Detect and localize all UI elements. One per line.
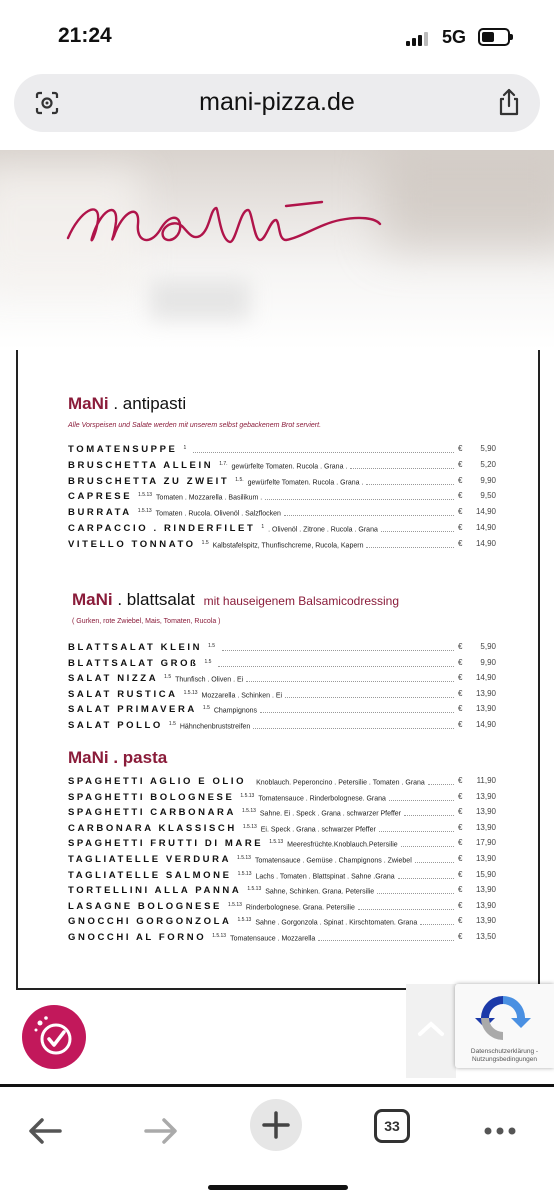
- menu-item-allergens: 1.5: [164, 674, 172, 681]
- leader-dots: [366, 484, 454, 485]
- leader-dots: [366, 547, 454, 548]
- menu-item-name: BLATTSALAT KLEIN: [68, 642, 203, 653]
- menu-item-row: [68, 658, 496, 672]
- leader-dots: [358, 909, 454, 910]
- brand-label: MaNi: [72, 590, 113, 609]
- currency-symbol: €: [458, 459, 463, 469]
- leader-dots: [265, 499, 454, 500]
- menu-item-price: 5,20: [480, 459, 496, 469]
- menu-item-row: [68, 870, 496, 884]
- currency-symbol: €: [458, 807, 463, 817]
- menu-item-price: 13,90: [475, 854, 496, 863]
- url-text[interactable]: mani-pizza.de: [199, 88, 355, 116]
- menu-item-description: Hähnchenbruststreifen: [179, 723, 251, 731]
- menu-item-price: 9,90: [480, 475, 496, 485]
- menu-item-name: GNOCCHI GORGONZOLA: [68, 916, 232, 928]
- home-indicator: [208, 1185, 348, 1190]
- status-time: 21:24: [58, 24, 112, 47]
- leader-dots: [350, 468, 454, 469]
- menu-item-price: 17,90: [475, 838, 496, 848]
- menu-item-allergens: 1.5.13: [237, 855, 251, 861]
- menu-item-description-group: [243, 824, 376, 833]
- menu-item-name: TORTELLINI ALLA PANNA: [68, 885, 242, 897]
- menu-item-price: 14,90: [475, 538, 496, 548]
- leader-dots: [415, 862, 454, 863]
- leader-dots: [401, 846, 454, 847]
- currency-symbol: €: [458, 838, 463, 848]
- menu-item-row: [68, 776, 496, 790]
- currency-symbol: €: [458, 475, 463, 485]
- menu-item-allergens: 1.7.: [219, 460, 228, 467]
- currency-symbol: €: [458, 900, 463, 910]
- menu-item-allergens: 1.5.13: [237, 917, 252, 924]
- menu-item-allergens: 1: [183, 445, 187, 451]
- menu-item-row: [68, 642, 496, 656]
- menu-item-price: 13,90: [475, 916, 496, 926]
- leader-dots: [284, 515, 454, 516]
- leader-dots: [260, 712, 454, 713]
- menu-item-allergens: 1.5.: [235, 476, 244, 483]
- currency-symbol: €: [458, 657, 463, 667]
- menu-item-description: gewürfelte Tomaten. Rucola . Grana .: [247, 478, 364, 486]
- menu-item-price: 5,90: [480, 642, 496, 651]
- currency-symbol: €: [458, 720, 463, 729]
- leader-dots: [428, 784, 454, 785]
- menu-item-description-group: [237, 917, 417, 926]
- menu-item-price: 9,90: [480, 657, 496, 667]
- menu-item-description: Tomaten . Rucola. Olivenöl . Salzflocken: [155, 510, 281, 518]
- leader-dots: [218, 666, 454, 667]
- menu-item-row: [68, 444, 496, 458]
- menu-item-description-group: [202, 540, 364, 549]
- menu-item-name: TOMATENSUPPE: [68, 444, 178, 455]
- menu-item-name: SPAGHETTI AGLIO E OLIO: [68, 776, 247, 787]
- menu-item-allergens: 1.5.13: [242, 823, 257, 830]
- leader-dots: [398, 878, 454, 879]
- recaptcha-badge[interactable]: [455, 984, 554, 1068]
- menu-item-description: Sahne, Schinken. Grana. Petersilie: [265, 888, 375, 896]
- chevron-up-icon: [406, 984, 456, 1078]
- header-banner: [0, 150, 554, 350]
- menu-item-price: 14,90: [475, 523, 496, 532]
- menu-item-price: 13,90: [475, 791, 496, 801]
- status-bar: [0, 0, 554, 70]
- currency-symbol: €: [458, 932, 463, 941]
- menu-item-name: CAPRESE: [68, 491, 133, 503]
- menu-item-price: 13,90: [475, 822, 496, 832]
- currency-symbol: €: [458, 538, 463, 548]
- menu-item-allergens: 1.5.13: [237, 870, 252, 877]
- menu-item-allergens: 1.5: [201, 539, 209, 546]
- currency-symbol: €: [458, 916, 463, 926]
- accessibility-badge-button[interactable]: [22, 1005, 86, 1069]
- menu-item-row: [68, 491, 496, 505]
- scroll-top-button[interactable]: [406, 984, 456, 1078]
- menu-item-description: Sahne. Ei . Speck . Grana . schwarzer Pfeffer: [259, 810, 401, 818]
- menu-item-price: 15,90: [475, 869, 496, 879]
- currency-symbol: €: [458, 885, 463, 895]
- leader-dots: [379, 831, 454, 832]
- battery-icon: [478, 28, 510, 46]
- menu-item-name: SALAT POLLO: [68, 720, 163, 731]
- leader-dots: [377, 893, 454, 894]
- menu-item-allergens: 1.5.13: [269, 839, 284, 846]
- menu-item-description: Champignons: [213, 707, 258, 715]
- network-label: 5G: [442, 27, 467, 47]
- menu-item-name: SALAT NIZZA: [68, 673, 159, 685]
- menu-item-description: Tomatensauce . Mozzarella: [230, 935, 316, 943]
- leader-dots: [389, 800, 454, 801]
- currency-symbol: €: [458, 444, 463, 453]
- menu-item-description: Rinderbolognese. Grana. Petersilie: [245, 904, 355, 912]
- menu-item-row: [68, 854, 496, 868]
- leader-dots: [246, 681, 454, 682]
- section-title-pasta: [68, 748, 167, 768]
- menu-item-price: 13,90: [475, 900, 496, 910]
- menu-item-allergens: 1.5: [168, 721, 176, 727]
- forward-arrow-icon[interactable]: [134, 1105, 186, 1157]
- menu-item-description-group: [247, 886, 374, 895]
- section-title-blattsalat: [72, 590, 399, 610]
- leader-dots: [381, 531, 454, 532]
- menu-item-price: 9,50: [480, 491, 496, 501]
- menu-item-description-group: [219, 461, 347, 470]
- menu-item-row: [68, 792, 496, 806]
- menu-item-price: 14,90: [475, 507, 496, 517]
- menu-item-description-group: [184, 445, 191, 454]
- menu-item-name: GNOCCHI AL FORNO: [68, 932, 207, 943]
- section-note-antipasti: Alle Vorspeisen und Salate werden mit unserem selbst gebackenem Brot serviert.: [68, 422, 322, 429]
- leader-dots: [253, 728, 454, 729]
- menu-item-name: CARBONARA KLASSISCH: [68, 822, 237, 834]
- recaptcha-caption[interactable]: Datenschutzerklärung - Nutzungsbedingungen: [470, 1048, 539, 1063]
- menu-item-price: 13,90: [475, 704, 496, 714]
- menu-item-name: TAGLIATELLE SALMONE: [68, 869, 232, 881]
- menu-item-description: . Olivenöl . Zitrone . Rucola . Grana: [268, 526, 378, 534]
- section-name: . antipasti: [108, 394, 187, 413]
- menu-item-description-group: [138, 508, 281, 517]
- menu-item-description: Mozzarella . Schinken . Ei: [201, 692, 283, 700]
- menu-item-row: [68, 539, 496, 553]
- menu-item-description-group: [240, 793, 386, 802]
- menu-item-description-group: [184, 690, 282, 699]
- menu-item-description: Tomatensauce . Gemüse . Champignons . Zwiebel: [254, 857, 412, 865]
- section-name: . pasta: [108, 748, 168, 767]
- menu-item-row: [68, 916, 496, 930]
- menu-item-allergens: 1.5.13: [228, 901, 242, 908]
- new-tab-button[interactable]: [250, 1099, 302, 1151]
- menu-item-description-group: [203, 705, 257, 714]
- menu-item-row: [68, 932, 496, 946]
- section-name: . blattsalat: [112, 590, 195, 609]
- plus-icon: [250, 1099, 302, 1151]
- menu-item-name: BURRATA: [68, 507, 132, 519]
- currency-symbol: €: [458, 491, 463, 501]
- menu-item-description-group: [164, 674, 243, 683]
- menu-item-description-group: [237, 855, 412, 864]
- menu-item-allergens: 1.5.13: [247, 886, 262, 893]
- menu-item-row: [68, 885, 496, 899]
- menu-item-description-group: [208, 643, 219, 652]
- menu-item-name: TAGLIATELLE VERDURA: [68, 854, 232, 865]
- menu-item-name: SALAT PRIMAVERA: [68, 704, 197, 716]
- menu-item-allergens: 1.5.13: [241, 808, 256, 815]
- menu-item-description-group: [242, 808, 401, 817]
- menu-item-description-group: [252, 777, 425, 786]
- menu-item-allergens: 1.5.13: [138, 492, 153, 499]
- menu-item-description: gewürfelte Tomaten. Rucola . Grana .: [231, 463, 348, 471]
- more-menu-icon[interactable]: [474, 1105, 526, 1157]
- menu-item-description: Sahne . Gorgonzola . Spinat . Kirschtomaten. Grana: [255, 919, 418, 927]
- menu-item-name: LASAGNE BOLOGNESE: [68, 900, 222, 912]
- menu-item-description: Thunfisch . Oliven . Ei: [175, 676, 244, 684]
- menu-item-name: BRUSCHETTA ZU ZWEIT: [68, 475, 230, 487]
- menu-item-price: 11,90: [476, 776, 496, 785]
- menu-item-name: SPAGHETTI CARBONARA: [68, 807, 236, 819]
- menu-item-price: 13,90: [475, 807, 496, 817]
- menu-item-name: SPAGHETTI BOLOGNESE: [68, 791, 235, 803]
- menu-item-row: [68, 507, 496, 521]
- signal-icon: [406, 30, 432, 46]
- menu-item-description-group: [228, 902, 355, 911]
- menu-item-price: 14,90: [475, 673, 496, 683]
- leader-dots: [285, 697, 454, 698]
- brand-label: MaNi: [68, 748, 109, 767]
- menu-item-price: 5,90: [480, 444, 496, 453]
- currency-symbol: €: [458, 776, 463, 785]
- tab-switcher-button[interactable]: 33: [374, 1109, 410, 1143]
- section-subtitle: mit hauseigenem Balsamicodressing: [203, 594, 400, 608]
- menu-item-description-group: [261, 524, 378, 533]
- menu-item-row: [68, 838, 496, 852]
- menu-item-description-group: [238, 871, 395, 880]
- leader-dots: [420, 924, 454, 925]
- currency-symbol: €: [458, 791, 463, 801]
- menu-item-allergens: 1.5: [208, 643, 216, 649]
- menu-item-allergens: 1.5.13: [212, 933, 227, 939]
- currency-symbol: €: [458, 854, 463, 863]
- menu-item-price: 13,90: [475, 688, 496, 698]
- menu-item-description: Kalbstafelspitz, Thunfischcreme, Rucola, Kapern: [212, 542, 364, 550]
- menu-item-allergens: 1.5: [202, 705, 210, 712]
- section-note-blattsalat: ( Gurken, rote Zwiebel, Mais, Tomaten, Rucola ): [72, 618, 221, 625]
- menu-item-description-group: [204, 659, 215, 668]
- menu-item-description-group: [138, 492, 262, 501]
- menu-item-description-group: [235, 477, 363, 486]
- leader-dots: [222, 650, 454, 651]
- recaptcha-icon: [455, 984, 554, 1048]
- menu-item-allergens: 1.5.13: [183, 689, 198, 696]
- menu-item-allergens: 1.5.13: [137, 508, 152, 515]
- menu-card: [16, 350, 540, 990]
- menu-item-description-group: [212, 933, 315, 942]
- menu-item-allergens: 1.5.13: [240, 792, 255, 799]
- currency-symbol: €: [458, 688, 463, 698]
- menu-item-row: [68, 673, 496, 687]
- menu-item-price: 14,90: [475, 720, 496, 729]
- menu-item-row: [68, 704, 496, 718]
- menu-item-name: CARPACCIO . RINDERFILET: [68, 523, 256, 534]
- address-bar[interactable]: [14, 74, 540, 132]
- menu-item-name: BRUSCHETTA ALLEIN: [68, 459, 214, 471]
- menu-item-description-group: [169, 721, 250, 730]
- currency-symbol: €: [458, 673, 463, 683]
- menu-item-description: Tomatensauce . Rinderbolognese. Grana: [258, 794, 386, 802]
- leader-dots: [318, 940, 454, 941]
- menu-item-description: Meeresfrüchte.Knoblauch.Petersilie: [287, 841, 398, 849]
- share-icon[interactable]: [496, 88, 522, 116]
- currency-symbol: €: [458, 642, 463, 651]
- menu-item-description-group: [269, 839, 397, 848]
- menu-item-description: Knoblauch. Peperoncino . Petersilie . Tomaten . Grana: [256, 779, 425, 787]
- menu-item-row: [68, 476, 496, 490]
- menu-item-name: VITELLO TONNATO: [68, 538, 196, 550]
- currency-symbol: €: [458, 704, 463, 714]
- menu-item-description: Tomaten . Mozzarella . Basilikum .: [156, 494, 263, 502]
- currency-symbol: €: [458, 869, 463, 879]
- brand-label: MaNi: [68, 394, 109, 413]
- menu-item-allergens: 1.5: [204, 658, 212, 665]
- bottom-toolbar: [0, 1084, 554, 1200]
- menu-item-row: [68, 460, 496, 474]
- menu-item-row: [68, 823, 496, 837]
- menu-item-allergens: 1: [261, 524, 265, 530]
- leader-dots: [404, 815, 454, 816]
- back-arrow-icon[interactable]: [20, 1105, 72, 1157]
- menu-item-row: [68, 689, 496, 703]
- menu-item-row: [68, 901, 496, 915]
- menu-item-price: 13,50: [475, 932, 496, 941]
- currency-symbol: €: [458, 523, 463, 532]
- menu-item-name: SPAGHETTI FRUTTI DI MARE: [68, 838, 264, 850]
- menu-item-description: Ei. Speck . Grana . schwarzer Pfeffer: [260, 826, 376, 834]
- mani-logo: [60, 180, 390, 260]
- menu-item-description: Lachs . Tomaten . Blattspinat . Sahne .Grana: [255, 872, 395, 880]
- badge-icon: [22, 1005, 86, 1069]
- currency-symbol: €: [458, 822, 463, 832]
- menu-item-row: [68, 807, 496, 821]
- menu-item-name: BLATTSALAT GROß: [68, 657, 199, 669]
- menu-item-row: [68, 720, 496, 734]
- leader-dots: [193, 452, 454, 453]
- menu-item-name: SALAT RUSTICA: [68, 688, 178, 700]
- menu-item-row: [68, 523, 496, 537]
- menu-item-price: 13,90: [475, 885, 496, 895]
- section-title-antipasti: [68, 394, 186, 414]
- currency-symbol: €: [458, 507, 463, 517]
